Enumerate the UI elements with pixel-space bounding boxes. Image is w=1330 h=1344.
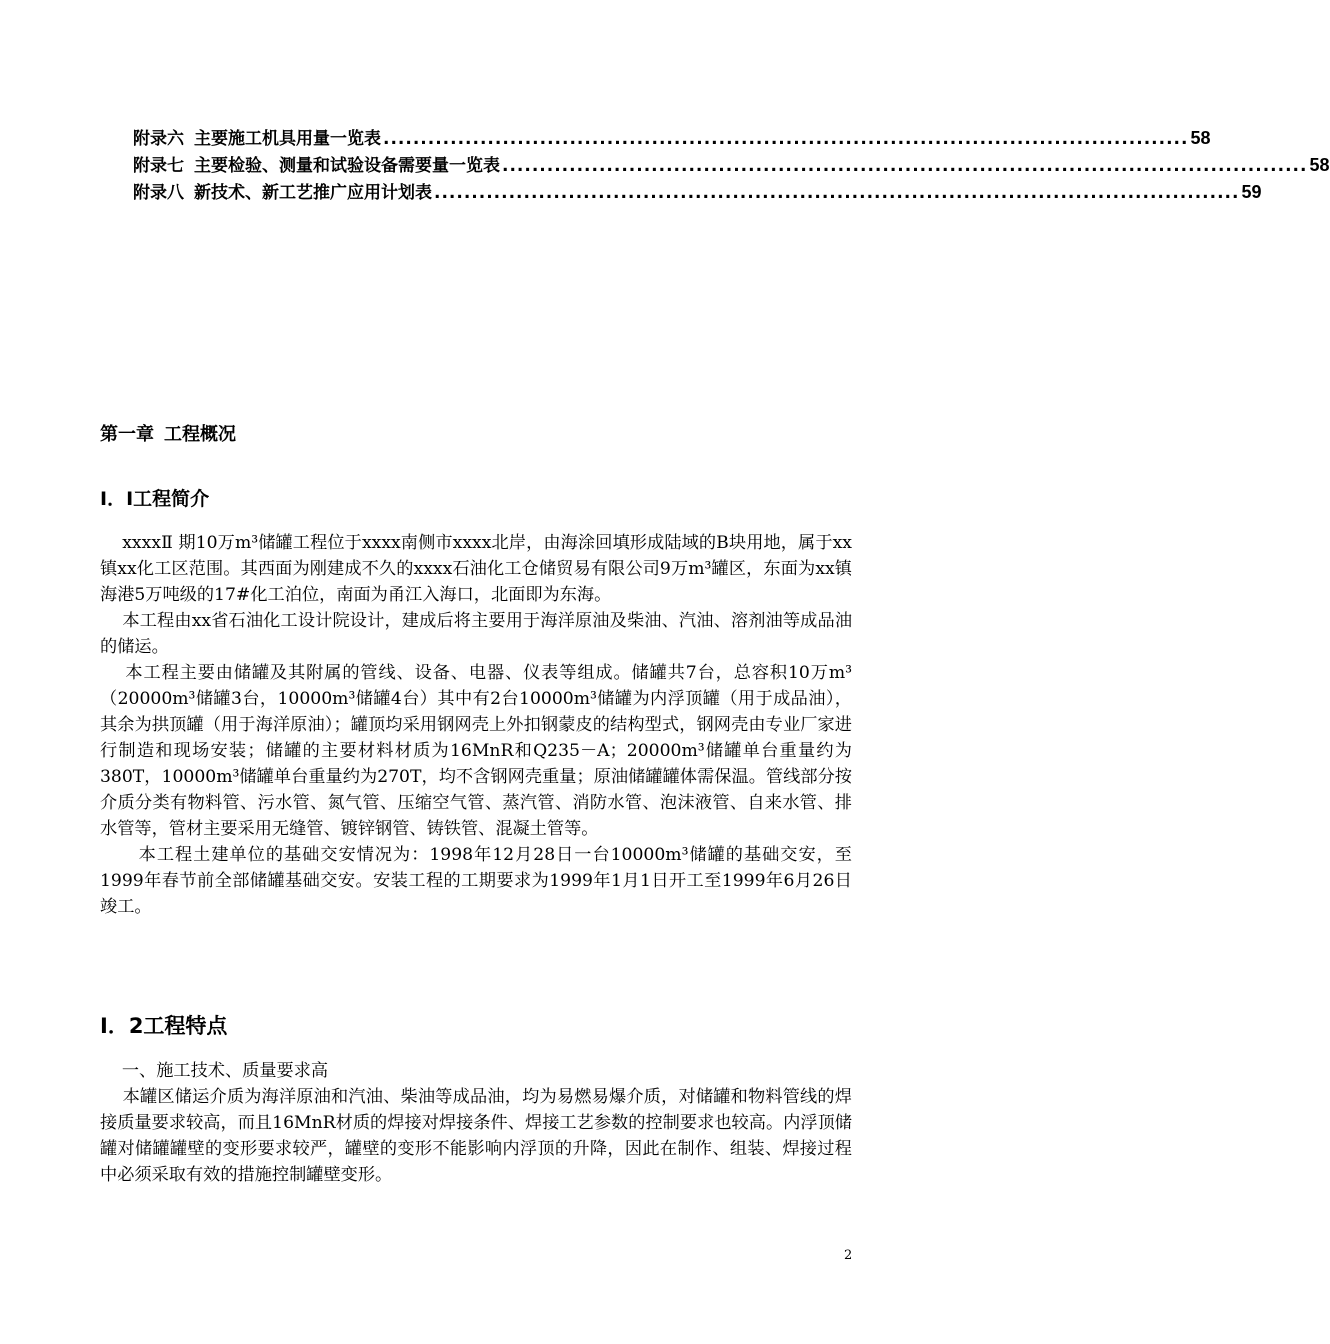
toc-entry[interactable] bbox=[133, 151, 1330, 178]
toc-leader-dots: ............................................................................................................ bbox=[383, 129, 1189, 149]
toc-entry-title: 主要施工机具用量一览表 bbox=[194, 129, 381, 149]
toc-leader-dots: ............................................................................................................ bbox=[434, 183, 1240, 203]
toc-entry[interactable] bbox=[133, 178, 1262, 205]
section-heading-features: I．2工程特点 bbox=[100, 1014, 228, 1038]
chapter-label: 第一章 bbox=[100, 424, 154, 445]
paragraph: xxxxⅡ 期10万m³储罐工程位于xxxx南侧市xxxx北岸，由海涂回填形成陆域的B块用地，属于xx镇xx化工区范围。其西面为刚建成不久的xxxx石油化工仓储贸易有限公司9万m³罐区，东面为xx镇海港5万吨级的17#化工泊位，南面为甬江入海口，北面即为东海。 bbox=[100, 533, 852, 605]
toc-entry-title: 新技术、新工艺推广应用计划表 bbox=[194, 183, 432, 203]
toc-entry-title: 主要检验、测量和试验设备需要量一览表 bbox=[194, 156, 500, 176]
paragraph: 本工程主要由储罐及其附属的管线、设备、电器、仪表等组成。储罐共7台，总容积10万m³（20000m³储罐3台，10000m³储罐4台）其中有2台10000m³储罐为内浮顶罐（用于成品油），其余为拱顶罐（用于海洋原油）；罐顶均采用钢网壳上外扣钢蒙皮的结构型式，钢网壳由专业厂家进行制造和现场安装；储罐的主要材料材质为16MnR和Q235－A；20000m³储罐单台重量约为380T，10000m³储罐单台重量约为270T，均不含钢网壳重量；原油储罐罐体需保温。管线部分按介质分类有物料管、污水管、氮气管、压缩空气管、蒸汽管、消防水管、泡沫液管、自来水管、排水管等，管材主要采用无缝管、镀锌钢管、铸铁管、混凝土管等。 bbox=[100, 663, 853, 839]
section-body-overview bbox=[100, 530, 852, 920]
table-of-contents bbox=[133, 124, 1330, 205]
chapter-title: 工程概况 bbox=[164, 424, 236, 445]
page-number: 2 bbox=[844, 1248, 853, 1263]
paragraph: 本工程由xx省石油化工设计院设计，建成后将主要用于海洋原油及柴油、汽油、溶剂油等成品油的储运。 bbox=[100, 611, 853, 657]
toc-entry-label: 附录七 bbox=[133, 156, 184, 176]
toc-page-number: 58 bbox=[1309, 155, 1330, 175]
toc-entry-label: 附录八 bbox=[133, 183, 184, 203]
paragraph: 本罐区储运介质为海洋原油和汽油、柴油等成品油，均为易燃易爆介质，对储罐和物料管线的焊接质量要求较高，而且16MnR材质的焊接对焊接条件、焊接工艺参数的控制要求也较高。内浮顶储罐对储罐罐壁的变形要求较严，罐壁的变形不能影响内浮顶的升降，因此在制作、组装、焊接过程中必须采取有效的措施控制罐壁变形。 bbox=[100, 1087, 852, 1185]
toc-page-number: 59 bbox=[1241, 182, 1262, 202]
paragraph: 本工程土建单位的基础交安情况为：1998年12月28日一台10000m³储罐的基础交安，至1999年春节前全部储罐基础交安。安装工程的工期要求为1999年1月1日开工至1999年6月26日竣工。 bbox=[100, 845, 852, 917]
toc-entry-label: 附录六 bbox=[133, 129, 184, 149]
section-heading-overview: I．I工程简介 bbox=[100, 488, 210, 510]
chapter-heading bbox=[100, 420, 236, 446]
toc-entry[interactable] bbox=[133, 124, 1211, 151]
section-body-features bbox=[100, 1058, 852, 1188]
toc-leader-dots: ............................................................................................................ bbox=[502, 156, 1308, 176]
paragraph: 一、施工技术、质量要求高 bbox=[100, 1061, 329, 1081]
toc-page-number: 58 bbox=[1190, 128, 1211, 148]
